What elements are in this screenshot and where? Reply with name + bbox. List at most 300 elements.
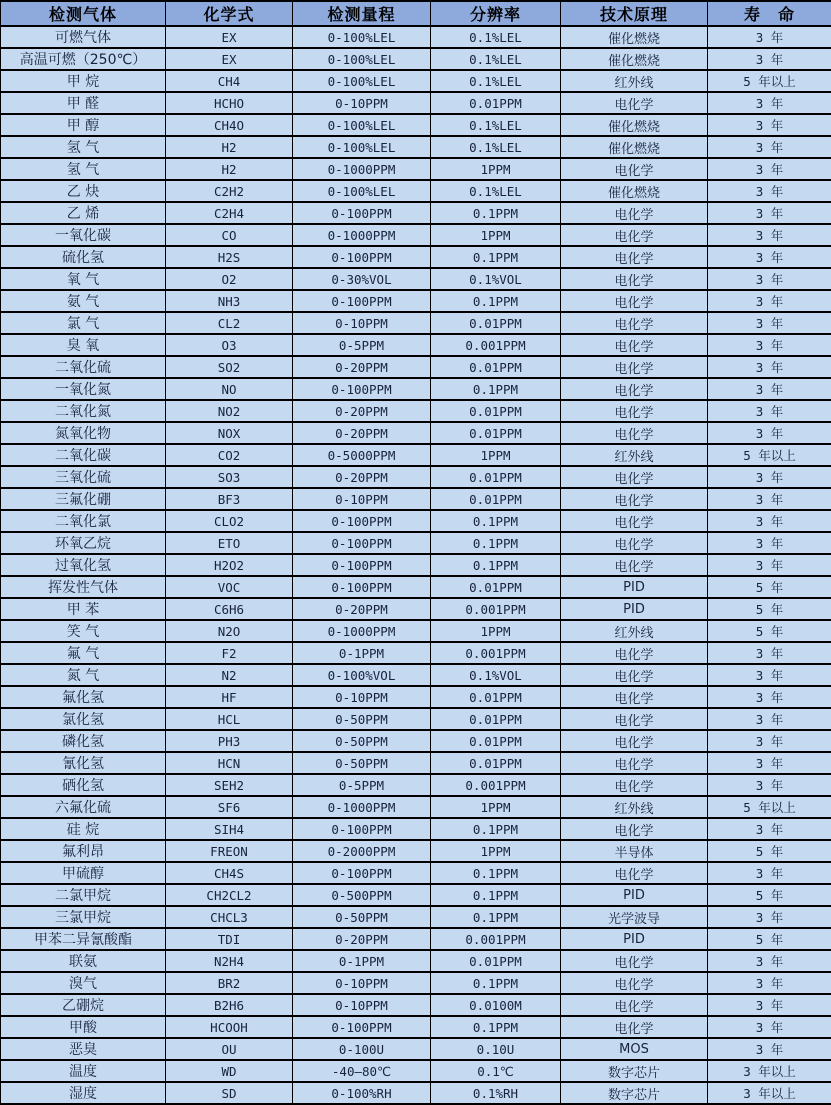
- table-cell: 甲 烷: [1, 70, 166, 92]
- table-cell: 3 年: [708, 752, 831, 774]
- table-cell: 0-20PPM: [293, 928, 431, 950]
- table-cell: 1PPM: [431, 444, 561, 466]
- table-cell: 0-50PPM: [293, 752, 431, 774]
- table-cell: 三氧化硫: [1, 466, 166, 488]
- table-row: [1, 818, 831, 840]
- table-cell: 0-50PPM: [293, 906, 431, 928]
- table-cell: EX: [166, 48, 293, 70]
- table-row: [1, 158, 831, 180]
- table-cell: 甲 醛: [1, 92, 166, 114]
- table-cell: 0-100PPM: [293, 862, 431, 884]
- table-cell: N2O: [166, 620, 293, 642]
- table-cell: 0-20PPM: [293, 356, 431, 378]
- table-cell: 0.1PPM: [431, 246, 561, 268]
- table-cell: 0.01PPM: [431, 312, 561, 334]
- table-row: [1, 290, 831, 312]
- table-cell: SO3: [166, 466, 293, 488]
- table-cell: PID: [561, 928, 708, 950]
- table-cell: 0.1%LEL: [431, 26, 561, 48]
- table-row: [1, 642, 831, 664]
- table-cell: H2: [166, 158, 293, 180]
- table-cell: 电化学: [561, 158, 708, 180]
- table-cell: 电化学: [561, 818, 708, 840]
- table-cell: C2H2: [166, 180, 293, 202]
- table-cell: 电化学: [561, 862, 708, 884]
- table-cell: 3 年: [708, 950, 831, 972]
- table-cell: N2: [166, 664, 293, 686]
- table-cell: 硅 烷: [1, 818, 166, 840]
- table-cell: 3 年: [708, 246, 831, 268]
- table-cell: 3 年: [708, 92, 831, 114]
- table-cell: 3 年: [708, 422, 831, 444]
- table-cell: CH4: [166, 70, 293, 92]
- table-cell: 催化燃烧: [561, 180, 708, 202]
- table-cell: 电化学: [561, 246, 708, 268]
- table-cell: 电化学: [561, 642, 708, 664]
- table-cell: 电化学: [561, 510, 708, 532]
- table-row: [1, 994, 831, 1016]
- table-cell: 电化学: [561, 400, 708, 422]
- table-cell: 数字芯片: [561, 1082, 708, 1104]
- table-cell: B2H6: [166, 994, 293, 1016]
- table-cell: 3 年: [708, 312, 831, 334]
- table-row: [1, 202, 831, 224]
- table-cell: ETO: [166, 532, 293, 554]
- table-cell: 0-10PPM: [293, 686, 431, 708]
- header-row: [1, 1, 831, 26]
- table-cell: 电化学: [561, 268, 708, 290]
- table-cell: OU: [166, 1038, 293, 1060]
- table-cell: 电化学: [561, 334, 708, 356]
- table-cell: N2H4: [166, 950, 293, 972]
- table-cell: 甲硫醇: [1, 862, 166, 884]
- table-cell: 0.1%VOL: [431, 664, 561, 686]
- table-cell: CL2: [166, 312, 293, 334]
- table-cell: 0-50PPM: [293, 708, 431, 730]
- table-cell: BF3: [166, 488, 293, 510]
- table-cell: 电化学: [561, 202, 708, 224]
- table-row: [1, 708, 831, 730]
- table-cell: 3 年: [708, 356, 831, 378]
- table-cell: 5 年以上: [708, 444, 831, 466]
- header-range: 检测量程: [293, 1, 431, 26]
- table-cell: F2: [166, 642, 293, 664]
- table-cell: 1PPM: [431, 840, 561, 862]
- table-cell: 0-100PPM: [293, 554, 431, 576]
- table-cell: 0.001PPM: [431, 928, 561, 950]
- table-cell: PID: [561, 884, 708, 906]
- table-cell: 氮 气: [1, 664, 166, 686]
- table-cell: 0-5PPM: [293, 334, 431, 356]
- header-resolution: 分辨率: [431, 1, 561, 26]
- table-row: [1, 752, 831, 774]
- table-cell: 催化燃烧: [561, 136, 708, 158]
- table-cell: 氟利昂: [1, 840, 166, 862]
- table-cell: 1PPM: [431, 158, 561, 180]
- table-cell: 催化燃烧: [561, 26, 708, 48]
- table-cell: 3 年: [708, 510, 831, 532]
- table-row: [1, 1082, 831, 1104]
- table-cell: 3 年: [708, 730, 831, 752]
- table-cell: HCOOH: [166, 1016, 293, 1038]
- table-cell: 0.1PPM: [431, 510, 561, 532]
- table-cell: 3 年: [708, 1038, 831, 1060]
- table-cell: 溴气: [1, 972, 166, 994]
- table-cell: 0.001PPM: [431, 774, 561, 796]
- table-cell: 恶臭: [1, 1038, 166, 1060]
- table-cell: CO: [166, 224, 293, 246]
- table-cell: 5 年以上: [708, 70, 831, 92]
- table-cell: H2: [166, 136, 293, 158]
- table-row: [1, 862, 831, 884]
- table-cell: 0-100%LEL: [293, 114, 431, 136]
- table-cell: C2H4: [166, 202, 293, 224]
- table-cell: 3 年: [708, 202, 831, 224]
- table-cell: 二氧化氯: [1, 510, 166, 532]
- table-row: [1, 884, 831, 906]
- table-cell: 电化学: [561, 774, 708, 796]
- table-cell: 数字芯片: [561, 1060, 708, 1082]
- table-row: [1, 48, 831, 70]
- table-row: [1, 268, 831, 290]
- table-cell: 0.01PPM: [431, 708, 561, 730]
- table-cell: 电化学: [561, 708, 708, 730]
- table-cell: 0.01PPM: [431, 422, 561, 444]
- table-cell: NO2: [166, 400, 293, 422]
- table-cell: 3 年: [708, 972, 831, 994]
- table-cell: EX: [166, 26, 293, 48]
- table-cell: 甲 醇: [1, 114, 166, 136]
- table-cell: 二氯甲烷: [1, 884, 166, 906]
- table-body: [1, 26, 831, 1104]
- table-cell: 3 年: [708, 532, 831, 554]
- table-cell: CLO2: [166, 510, 293, 532]
- table-cell: 3 年: [708, 774, 831, 796]
- table-cell: 电化学: [561, 1016, 708, 1038]
- table-cell: 0-100PPM: [293, 246, 431, 268]
- table-cell: PH3: [166, 730, 293, 752]
- table-cell: 3 年以上: [708, 1082, 831, 1104]
- table-cell: 电化学: [561, 356, 708, 378]
- table-cell: 0.1PPM: [431, 290, 561, 312]
- table-cell: 3 年: [708, 994, 831, 1016]
- table-cell: 0.1PPM: [431, 906, 561, 928]
- table-cell: 3 年: [708, 26, 831, 48]
- table-cell: H2S: [166, 246, 293, 268]
- table-cell: 0-5PPM: [293, 774, 431, 796]
- table-cell: 氯 气: [1, 312, 166, 334]
- table-cell: 电化学: [561, 752, 708, 774]
- table-cell: 电化学: [561, 532, 708, 554]
- table-cell: 0-100%LEL: [293, 136, 431, 158]
- table-cell: 电化学: [561, 290, 708, 312]
- table-cell: 0-1000PPM: [293, 158, 431, 180]
- table-cell: 一氧化氮: [1, 378, 166, 400]
- table-row: [1, 1060, 831, 1082]
- table-row: [1, 356, 831, 378]
- table-row: [1, 532, 831, 554]
- table-row: [1, 400, 831, 422]
- table-cell: VOC: [166, 576, 293, 598]
- table-cell: 氧 气: [1, 268, 166, 290]
- table-cell: 催化燃烧: [561, 48, 708, 70]
- table-cell: 0.1PPM: [431, 554, 561, 576]
- table-cell: 红外线: [561, 620, 708, 642]
- table-cell: 臭 氧: [1, 334, 166, 356]
- table-cell: 氮氧化物: [1, 422, 166, 444]
- table-cell: 0-500PPM: [293, 884, 431, 906]
- table-cell: 3 年: [708, 642, 831, 664]
- table-cell: 0.1%LEL: [431, 70, 561, 92]
- table-cell: PID: [561, 598, 708, 620]
- table-cell: 0.1PPM: [431, 532, 561, 554]
- table-cell: 0-100%LEL: [293, 26, 431, 48]
- table-cell: 5 年: [708, 576, 831, 598]
- table-row: [1, 686, 831, 708]
- header-gas: 检测气体: [1, 1, 166, 26]
- table-cell: 0.1%RH: [431, 1082, 561, 1104]
- table-cell: 1PPM: [431, 796, 561, 818]
- table-cell: 0-1000PPM: [293, 796, 431, 818]
- table-row: [1, 664, 831, 686]
- table-cell: 0-100PPM: [293, 202, 431, 224]
- table-cell: 0-2000PPM: [293, 840, 431, 862]
- table-cell: 电化学: [561, 730, 708, 752]
- table-cell: 氰化氢: [1, 752, 166, 774]
- table-cell: 电化学: [561, 686, 708, 708]
- table-cell: 0.1%LEL: [431, 114, 561, 136]
- table-cell: 3 年: [708, 862, 831, 884]
- table-cell: 3 年: [708, 224, 831, 246]
- table-row: [1, 774, 831, 796]
- table-cell: 3 年: [708, 158, 831, 180]
- table-cell: 环氧乙烷: [1, 532, 166, 554]
- table-header: [1, 1, 831, 26]
- table-cell: CH4O: [166, 114, 293, 136]
- table-cell: 3 年: [708, 708, 831, 730]
- table-cell: 0-10PPM: [293, 994, 431, 1016]
- table-cell: 0-100%LEL: [293, 70, 431, 92]
- table-cell: -40—80℃: [293, 1060, 431, 1082]
- table-cell: 一氧化碳: [1, 224, 166, 246]
- table-cell: 电化学: [561, 664, 708, 686]
- table-cell: 笑 气: [1, 620, 166, 642]
- table-cell: 3 年: [708, 290, 831, 312]
- table-row: [1, 906, 831, 928]
- table-cell: 0-10PPM: [293, 972, 431, 994]
- table-cell: 高温可燃（250℃）: [1, 48, 166, 70]
- table-cell: SEH2: [166, 774, 293, 796]
- table-cell: 1PPM: [431, 224, 561, 246]
- table-cell: 0.1%VOL: [431, 268, 561, 290]
- table-cell: 0.01PPM: [431, 466, 561, 488]
- table-cell: NH3: [166, 290, 293, 312]
- table-cell: 3 年: [708, 906, 831, 928]
- table-cell: 1PPM: [431, 620, 561, 642]
- table-cell: FREON: [166, 840, 293, 862]
- table-cell: 甲酸: [1, 1016, 166, 1038]
- table-cell: 0.1℃: [431, 1060, 561, 1082]
- table-cell: CH2CL2: [166, 884, 293, 906]
- table-cell: 0.1%LEL: [431, 180, 561, 202]
- table-cell: 0.1PPM: [431, 378, 561, 400]
- table-cell: 电化学: [561, 422, 708, 444]
- table-row: [1, 510, 831, 532]
- table-cell: 0-20PPM: [293, 598, 431, 620]
- table-cell: HCHO: [166, 92, 293, 114]
- table-cell: NO: [166, 378, 293, 400]
- table-cell: HF: [166, 686, 293, 708]
- table-cell: 0-10PPM: [293, 312, 431, 334]
- table-row: [1, 796, 831, 818]
- table-cell: 3 年: [708, 664, 831, 686]
- table-cell: HCL: [166, 708, 293, 730]
- table-cell: NOX: [166, 422, 293, 444]
- table-row: [1, 554, 831, 576]
- table-cell: 0.01PPM: [431, 950, 561, 972]
- table-row: [1, 92, 831, 114]
- table-cell: 0-10PPM: [293, 92, 431, 114]
- table-cell: 5 年: [708, 620, 831, 642]
- table-cell: CO2: [166, 444, 293, 466]
- table-cell: 电化学: [561, 466, 708, 488]
- table-row: [1, 246, 831, 268]
- table-cell: 3 年: [708, 400, 831, 422]
- table-cell: 3 年: [708, 114, 831, 136]
- table-row: [1, 488, 831, 510]
- table-cell: 氯化氢: [1, 708, 166, 730]
- table-cell: 三氯甲烷: [1, 906, 166, 928]
- table-cell: 乙 烯: [1, 202, 166, 224]
- table-cell: 0.01PPM: [431, 752, 561, 774]
- table-cell: 挥发性气体: [1, 576, 166, 598]
- table-cell: 二氧化氮: [1, 400, 166, 422]
- table-cell: 0.01PPM: [431, 400, 561, 422]
- table-cell: 0.1PPM: [431, 1016, 561, 1038]
- table-cell: 3 年: [708, 466, 831, 488]
- table-cell: 0-100PPM: [293, 532, 431, 554]
- table-cell: SD: [166, 1082, 293, 1104]
- table-cell: 二氧化碳: [1, 444, 166, 466]
- table-cell: 3 年: [708, 686, 831, 708]
- table-cell: 氟化氢: [1, 686, 166, 708]
- table-cell: 3 年: [708, 554, 831, 576]
- table-cell: 0.01PPM: [431, 488, 561, 510]
- table-cell: 电化学: [561, 950, 708, 972]
- table-cell: 0-100PPM: [293, 818, 431, 840]
- table-cell: 电化学: [561, 488, 708, 510]
- table-cell: 氢 气: [1, 158, 166, 180]
- table-cell: 0-100%RH: [293, 1082, 431, 1104]
- table-cell: CH4S: [166, 862, 293, 884]
- table-cell: 5 年: [708, 884, 831, 906]
- table-cell: 0-100PPM: [293, 576, 431, 598]
- table-cell: 0.01PPM: [431, 356, 561, 378]
- table-cell: 5 年以上: [708, 796, 831, 818]
- table-cell: 3 年: [708, 488, 831, 510]
- header-lifespan: 寿 命: [708, 1, 831, 26]
- table-cell: 0.01PPM: [431, 686, 561, 708]
- table-cell: 5 年: [708, 928, 831, 950]
- table-cell: 0.01PPM: [431, 576, 561, 598]
- table-cell: 红外线: [561, 70, 708, 92]
- table-cell: 0-1000PPM: [293, 224, 431, 246]
- table-cell: 0-100PPM: [293, 290, 431, 312]
- table-cell: 0-1PPM: [293, 642, 431, 664]
- table-row: [1, 620, 831, 642]
- table-cell: 三氟化硼: [1, 488, 166, 510]
- table-row: [1, 312, 831, 334]
- table-row: [1, 114, 831, 136]
- header-formula: 化学式: [166, 1, 293, 26]
- table-cell: 0-100U: [293, 1038, 431, 1060]
- table-cell: 氢 气: [1, 136, 166, 158]
- table-row: [1, 26, 831, 48]
- table-cell: 电化学: [561, 312, 708, 334]
- table-cell: 电化学: [561, 378, 708, 400]
- table-cell: H2O2: [166, 554, 293, 576]
- table-cell: 过氧化氢: [1, 554, 166, 576]
- table-cell: 硫化氢: [1, 246, 166, 268]
- table-row: [1, 136, 831, 158]
- table-cell: 3 年: [708, 268, 831, 290]
- table-cell: TDI: [166, 928, 293, 950]
- table-cell: 六氟化硫: [1, 796, 166, 818]
- table-cell: 0-100%LEL: [293, 180, 431, 202]
- table-cell: 电化学: [561, 972, 708, 994]
- table-cell: MOS: [561, 1038, 708, 1060]
- table-cell: 3 年: [708, 818, 831, 840]
- table-cell: 红外线: [561, 444, 708, 466]
- table-row: [1, 576, 831, 598]
- table-cell: 0.01PPM: [431, 92, 561, 114]
- table-cell: O2: [166, 268, 293, 290]
- table-cell: WD: [166, 1060, 293, 1082]
- table-cell: 电化学: [561, 224, 708, 246]
- table-cell: PID: [561, 576, 708, 598]
- table-cell: 乙硼烷: [1, 994, 166, 1016]
- table-cell: 甲 苯: [1, 598, 166, 620]
- table-cell: 0-1PPM: [293, 950, 431, 972]
- table-cell: 3 年以上: [708, 1060, 831, 1082]
- table-cell: 半导体: [561, 840, 708, 862]
- table-row: [1, 1016, 831, 1038]
- table-cell: O3: [166, 334, 293, 356]
- table-cell: 0.10U: [431, 1038, 561, 1060]
- table-cell: 0.1%LEL: [431, 48, 561, 70]
- table-cell: 0.1PPM: [431, 202, 561, 224]
- table-cell: SO2: [166, 356, 293, 378]
- table-cell: 光学波导: [561, 906, 708, 928]
- table-cell: 3 年: [708, 1016, 831, 1038]
- table-row: [1, 950, 831, 972]
- table-row: [1, 730, 831, 752]
- table-cell: 0-100PPM: [293, 510, 431, 532]
- table-cell: 0-10PPM: [293, 488, 431, 510]
- table-row: [1, 224, 831, 246]
- table-cell: 0-100%VOL: [293, 664, 431, 686]
- table-cell: 0-100PPM: [293, 378, 431, 400]
- table-cell: CHCL3: [166, 906, 293, 928]
- table-cell: 湿度: [1, 1082, 166, 1104]
- table-cell: 甲苯二异氰酸酯: [1, 928, 166, 950]
- table-cell: 氨 气: [1, 290, 166, 312]
- table-row: [1, 928, 831, 950]
- table-cell: 0-50PPM: [293, 730, 431, 752]
- table-cell: C6H6: [166, 598, 293, 620]
- header-principle: 技术原理: [561, 1, 708, 26]
- table-cell: 0-100PPM: [293, 1016, 431, 1038]
